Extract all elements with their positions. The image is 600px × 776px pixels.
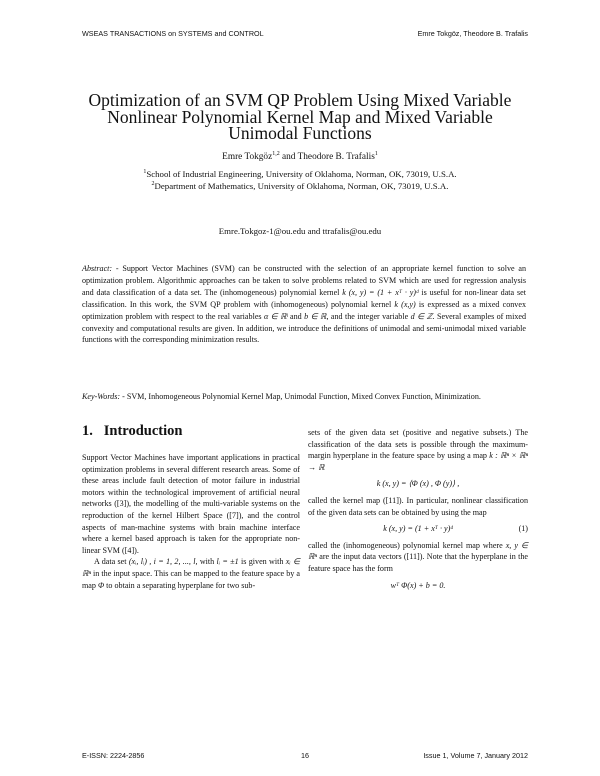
author-list bbox=[60, 152, 540, 162]
rc-paragraph-3 bbox=[308, 540, 528, 575]
footer-issn: E-ISSN: 2224-2856 bbox=[82, 751, 145, 760]
affiliation-1-text: School of Industrial Engineering, University of Oklahoma, Norman, OK, 73019, U.S.A. bbox=[146, 169, 457, 179]
title-line-3: Unimodal Functions bbox=[228, 123, 372, 143]
author-2: Theodore B. Trafalis bbox=[297, 152, 375, 162]
header-authors: Emre Tokgöz, Theodore B. Trafalis bbox=[417, 29, 528, 38]
keywords-label: Key-Words: bbox=[82, 392, 121, 401]
lc-math-phi: Φ bbox=[97, 580, 105, 590]
author-2-affil: 1 bbox=[374, 150, 378, 157]
rc-paragraph-2: called the kernel map ([11]). In particular, nonlinear classification of the given data sets can be obtained by using the map bbox=[308, 495, 528, 517]
intro-paragraph-1: Support Vector Machines have important applications in practical optimization problems in several different research areas. Some of these areas include fault detection of motor failure in industrial motors within the technological improvement of artificial neural networks ([3]), the modelling of the multi-variable systems on the reproduction of the kernel Hilbert Space ([7]), and the control aspects of man-machine systems with brain machine interface where a kernel based approach is taken for the appropriate non-linear SVM ([4]). bbox=[82, 453, 300, 555]
author-emails: Emre.Tokgoz-1@ou.edu and ttrafalis@ou.edu bbox=[218, 226, 382, 236]
abstract-text-6: . Several examples of mixed convexity and computational results are given. In addition, we introduce the definitions of unimodal and semi-unimodal mixed variable functions with the corresponding minimization results. bbox=[82, 311, 527, 345]
section-heading bbox=[82, 423, 182, 440]
abstract-math-kxy: k (x,y) bbox=[394, 299, 416, 309]
intro-paragraph-2 bbox=[82, 556, 300, 591]
keywords-text: - SVM, Inhomogeneous Polynomial Kernel Map, Unimodal Function, Mixed Convex Function, Minimization. bbox=[120, 392, 481, 401]
affiliation-1 bbox=[60, 169, 540, 179]
author-1-affil: 1,2 bbox=[272, 150, 280, 157]
section-title-text: Introduction bbox=[103, 423, 183, 439]
abstract-math-kernel: k (x, y) = (1 + xᵀ · y)ᵈ bbox=[342, 287, 419, 297]
eq1-text: k (x, y) = ⟨Φ (x) , Φ (y)⟩ , bbox=[376, 479, 460, 489]
author-1: Emre Tokgöz bbox=[222, 152, 273, 162]
lc-math-dataset: (xᵢ, lᵢ) , i = 1, 2, ..., l, bbox=[128, 557, 198, 567]
title-line-2: Nonlinear Polynomial Kernel Map and Mixed Variable bbox=[107, 106, 493, 127]
lc-text-e: to obtain a separating hyperplane for two sub- bbox=[104, 580, 256, 590]
affiliation-2 bbox=[60, 181, 540, 191]
affiliation-2-text: Department of Mathematics, University of Oklahoma, Norman, OK, 73019, U.S.A. bbox=[154, 181, 449, 191]
paper-title bbox=[60, 92, 540, 142]
lc-math-xi: xᵢ ∈ ℝⁿ bbox=[82, 557, 301, 578]
rc-math-xy: x, y ∈ ℝⁿ bbox=[308, 540, 528, 562]
abstract-math-alpha: α ∈ ℝˡ bbox=[263, 311, 288, 321]
right-column bbox=[308, 427, 528, 596]
abstract-text-5: , and the integer variable bbox=[326, 311, 411, 321]
abstract-math-b: b ∈ ℝ bbox=[304, 311, 327, 321]
rc-math-map: k : ℝⁿ × ℝⁿ → ℝ bbox=[308, 451, 528, 472]
affiliation-1-mark: 1 bbox=[143, 169, 147, 176]
equation-hyperplane bbox=[308, 580, 528, 592]
lc-text-b: with bbox=[197, 557, 217, 567]
lc-text-d: in the input space. This can be mapped to the feature space by a map bbox=[82, 568, 300, 590]
abstract-math-d: d ∈ ℤ bbox=[410, 311, 433, 321]
eq3-text: wᵀ Φ(x) + b = 0. bbox=[390, 580, 446, 590]
author-connector: and bbox=[279, 152, 298, 162]
lc-math-label: lᵢ = ±1 bbox=[216, 557, 239, 567]
rc-paragraph-1 bbox=[308, 427, 528, 473]
section-number: 1. bbox=[82, 423, 93, 439]
equation-number: (1) bbox=[518, 524, 528, 534]
abstract-text-1: - Support Vector Machines (SVM) can be constructed with the selection of an appropriate kernel function to solve an optimization problem. Algorithmic approaches can be taken to solve problems related to SVM which are used for regression analysis and data classification of a data set. The (inhomogeneous) polynomial kernel bbox=[82, 264, 526, 297]
keywords bbox=[82, 391, 526, 403]
abstract-text-3: is expressed as a mixed convex optimization problem with respect to the real variables bbox=[82, 299, 526, 321]
page-number: 16 bbox=[301, 751, 309, 760]
journal-name: WSEAS TRANSACTIONS on SYSTEMS and CONTROL bbox=[82, 29, 264, 38]
footer-issue: Issue 1, Volume 7, January 2012 bbox=[423, 751, 528, 760]
rc-text-c: are the input data vectors ([11]). Note that the hyperplane in the feature space has the form bbox=[308, 552, 528, 573]
lc-text-a: A data set bbox=[94, 557, 129, 567]
rc-text-b: called the (inhomogeneous) polynomial kernel map where bbox=[308, 540, 506, 550]
running-header bbox=[82, 29, 528, 41]
abstract-text-4: and bbox=[287, 311, 305, 321]
abstract-text-2: is useful for non-linear data set classification. In this work, the SVM QP problem with (inhomogeneous) polynomial kernel bbox=[82, 287, 526, 309]
title-line-1: Optimization of an SVM QP Problem Using Mixed Variable bbox=[88, 90, 512, 110]
abstract bbox=[82, 263, 526, 346]
page-footer bbox=[82, 751, 528, 763]
equation-1 bbox=[308, 523, 528, 535]
abstract-label: Abstract: bbox=[82, 264, 113, 273]
affiliation-2-mark: 2 bbox=[151, 181, 155, 188]
rc-text-a: sets of the given data set (positive and negative subsets.) The classification of the data sets is possible through the maximum-margin hyperplane in the feature space by using a map bbox=[308, 428, 528, 461]
lc-text-c: is given with bbox=[238, 557, 286, 567]
left-column bbox=[82, 452, 300, 591]
eq2-text: k (x, y) = (1 + xᵀ · y)ᵈ bbox=[383, 524, 453, 534]
equation-kernel-inner-product bbox=[308, 478, 528, 490]
